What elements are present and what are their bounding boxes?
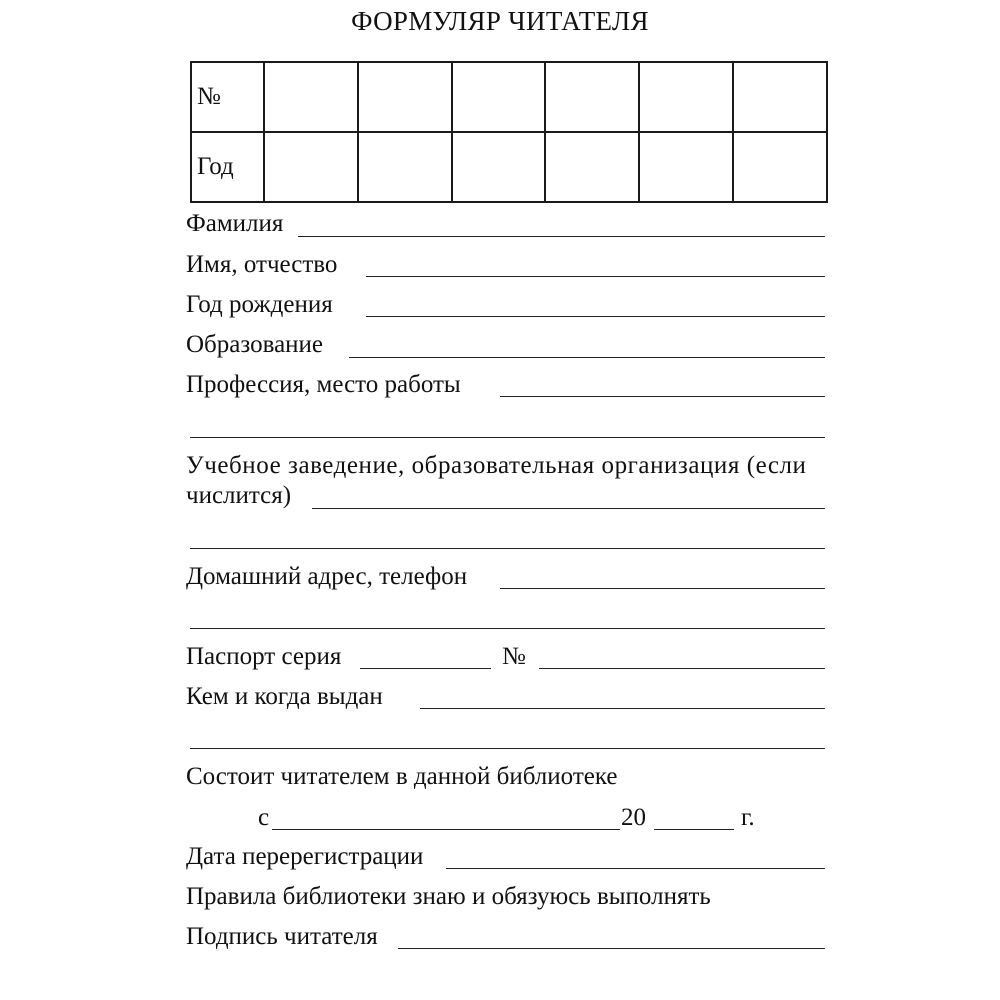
number-cell-1[interactable] xyxy=(264,62,358,132)
surname-field[interactable] xyxy=(298,236,825,237)
passport-series-label: Паспорт серия xyxy=(186,643,342,670)
issued-by-field[interactable] xyxy=(420,708,825,709)
rules-statement: Правила библиотеки знаю и обязуюсь выполнять xyxy=(186,883,711,910)
form-title: ФОРМУЛЯР ЧИТАТЕЛЯ xyxy=(351,6,649,36)
year-cell-1[interactable] xyxy=(264,132,358,202)
number-cell-4[interactable] xyxy=(545,62,639,132)
number-cell-3[interactable] xyxy=(452,62,546,132)
signature-field[interactable] xyxy=(398,948,825,949)
year-cell-4[interactable] xyxy=(545,132,639,202)
issued-by-label: Кем и когда выдан xyxy=(186,683,383,710)
number-label: № xyxy=(191,62,264,132)
member-since-label: Состоит читателем в данной библиотеке xyxy=(186,763,618,790)
year-cell-6[interactable] xyxy=(733,132,827,202)
passport-series-field[interactable] xyxy=(360,668,491,669)
name-patronymic-label: Имя, отчество xyxy=(186,251,338,278)
number-cell-5[interactable] xyxy=(639,62,733,132)
passport-number-field[interactable] xyxy=(539,668,825,669)
profession-label: Профессия, место работы xyxy=(186,371,461,398)
education-field[interactable] xyxy=(349,357,825,358)
year-suffix: г. xyxy=(741,804,755,831)
surname-label: Фамилия xyxy=(186,210,284,237)
year-label: Год xyxy=(191,132,264,202)
reregistration-field[interactable] xyxy=(446,868,825,869)
institution-label-line1: Учебное заведение, образовательная организация (если xyxy=(186,452,807,479)
institution-label-line2: числится) xyxy=(186,482,292,509)
year-row xyxy=(191,132,827,202)
year-cell-5[interactable] xyxy=(639,132,733,202)
institution-field[interactable] xyxy=(312,508,825,509)
institution-field-continued[interactable] xyxy=(190,548,825,549)
passport-number-label: № xyxy=(502,643,526,670)
since-date-field[interactable] xyxy=(272,829,620,830)
number-cell-6[interactable] xyxy=(733,62,827,132)
address-field[interactable] xyxy=(500,588,825,589)
birth-year-field[interactable] xyxy=(366,316,825,317)
number-cell-2[interactable] xyxy=(358,62,452,132)
since-year-field[interactable] xyxy=(654,829,734,830)
year-prefix: 20 xyxy=(621,804,646,831)
profession-field[interactable] xyxy=(500,396,825,397)
reader-number-year-table xyxy=(190,61,828,203)
since-prefix: с xyxy=(258,804,270,831)
education-label: Образование xyxy=(186,331,324,358)
reregistration-label: Дата перерегистрации xyxy=(186,843,424,870)
year-cell-2[interactable] xyxy=(358,132,452,202)
signature-label: Подпись читателя xyxy=(186,923,378,950)
year-cell-3[interactable] xyxy=(452,132,546,202)
number-row xyxy=(191,62,827,132)
birth-year-label: Год рождения xyxy=(186,291,333,318)
name-patronymic-field[interactable] xyxy=(366,276,825,277)
address-field-continued[interactable] xyxy=(190,628,825,629)
issued-by-field-continued[interactable] xyxy=(190,748,825,749)
profession-field-continued[interactable] xyxy=(190,437,825,438)
address-label: Домашний адрес, телефон xyxy=(186,563,468,590)
